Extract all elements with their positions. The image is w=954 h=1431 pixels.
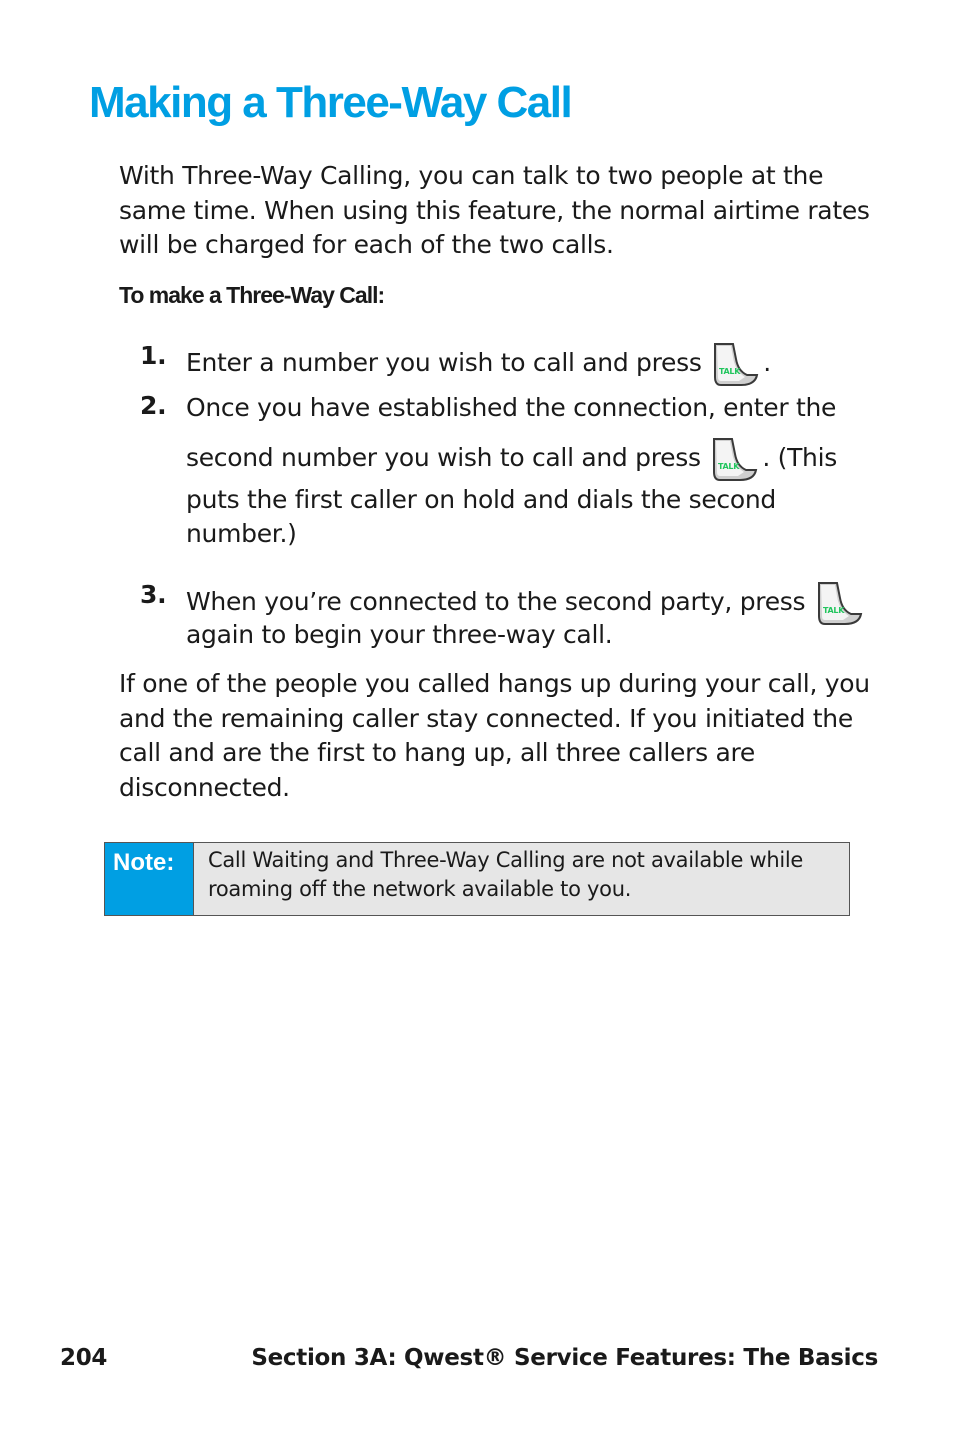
svg-text:TALK: TALK xyxy=(719,367,741,376)
outro-paragraph: If one of the people you called hangs up during your call, you and the remaining caller stay connected. If you initiated the call and are the first to hang up, all three callers are disconnected. xyxy=(119,669,870,802)
svg-text:TALK: TALK xyxy=(718,462,740,471)
section-title: Section 3A: Qwest® Service Features: The Basics xyxy=(251,1345,878,1371)
steps-heading: To make a Three-Way Call: xyxy=(119,282,385,308)
step-number: 1. xyxy=(140,341,167,370)
step-number: 3. xyxy=(140,580,167,609)
intro-paragraph: With Three-Way Calling, you can talk to two people at the same time. When using this feature, the normal airtime rates will be charged for each of the two calls. xyxy=(119,161,870,259)
talk-key-icon xyxy=(711,341,761,387)
talk-key-icon xyxy=(710,436,760,482)
step-text: When you’re connected to the second party, press TALK xyxy=(186,580,867,626)
svg-text:TALK: TALK xyxy=(822,606,845,615)
step-text: second number you wish to call and press TALK . (This xyxy=(186,436,837,482)
talk-key-icon xyxy=(815,580,865,626)
note-box xyxy=(104,842,850,916)
page-title: Making a Three-Way Call xyxy=(89,78,572,127)
page-number: 204 xyxy=(60,1345,108,1371)
note-text: Call Waiting and Three-Way Calling are not available while roaming off the network available to you. xyxy=(208,848,804,901)
note-label: Note: xyxy=(105,843,194,915)
step-number: 2. xyxy=(140,391,167,420)
step-text: Enter a number you wish to call and press TALK . xyxy=(186,341,771,387)
